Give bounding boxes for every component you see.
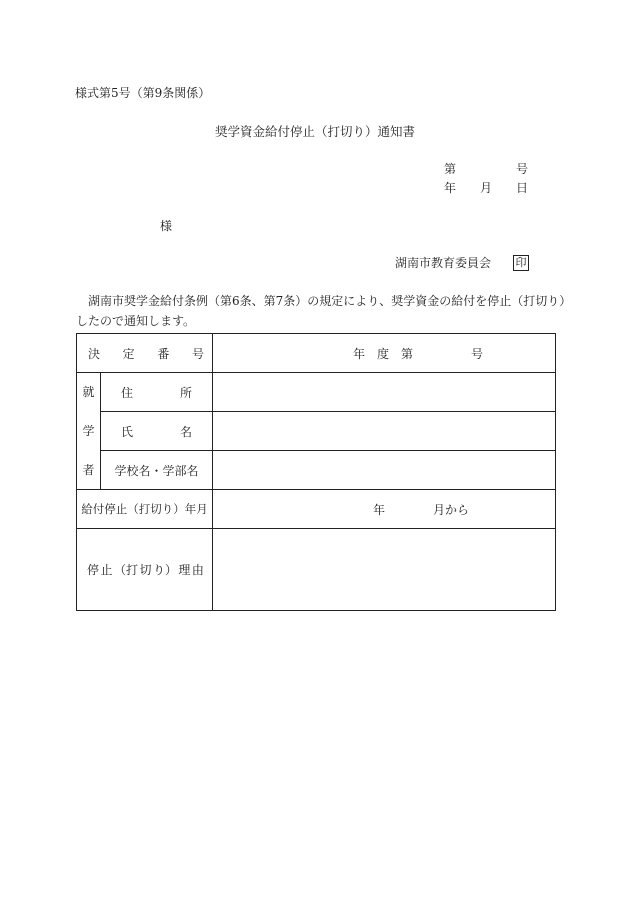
school-value[interactable] — [213, 451, 556, 490]
label-char: 止 — [100, 563, 113, 577]
label-char: 決 — [88, 346, 101, 361]
label-char: 停 — [87, 563, 100, 577]
value-part: 年 — [373, 502, 386, 517]
label-char: 所 — [179, 385, 192, 400]
label-text: 給付停止（打切り）年月 — [81, 502, 208, 516]
date-year: 年 — [444, 181, 457, 195]
value-part: 度 — [377, 346, 390, 361]
date-month: 月 — [479, 181, 492, 195]
name-value[interactable] — [213, 412, 556, 451]
name-label — [101, 412, 213, 451]
date-day: 日 — [515, 181, 528, 195]
body-line-2: したので通知します。 — [76, 314, 196, 328]
label-char: 切 — [139, 563, 152, 577]
school-label — [101, 451, 213, 490]
stop-date-row — [77, 490, 556, 529]
decision-number-row — [77, 334, 556, 373]
document-number — [444, 160, 528, 180]
label-char: 住 — [121, 385, 134, 400]
form-number: 様式第5号（第9条関係） — [75, 86, 211, 100]
name-row — [77, 412, 556, 451]
seal-mark: 印 — [513, 255, 529, 271]
doc-number-dai: 第 — [444, 162, 457, 176]
label-char: 号 — [191, 346, 204, 361]
stop-date-value[interactable] — [213, 490, 556, 529]
label-char: 者 — [82, 463, 95, 477]
address-row — [77, 373, 556, 412]
recipient-suffix: 様 — [160, 219, 173, 233]
reason-value[interactable] — [213, 529, 556, 611]
label-char: （打 — [113, 563, 138, 577]
address-label — [101, 373, 213, 412]
body-line-1: 湖南市奨学金給付条例（第6条、第7条）の規定により、奨学資金の給付を停止（打切り） — [88, 294, 572, 308]
value-part: 年 — [353, 346, 366, 361]
notice-table — [76, 333, 556, 611]
stop-date-label — [77, 490, 213, 529]
address-value[interactable] — [213, 373, 556, 412]
decision-number-label — [77, 334, 213, 373]
notice-body — [76, 291, 572, 331]
label-char: 氏 — [121, 424, 134, 439]
document-title: 奨学資金給付停止（打切り）通知書 — [214, 124, 415, 139]
issue-date — [444, 179, 528, 196]
label-char: 理 — [178, 563, 191, 577]
doc-number-go: 号 — [515, 162, 528, 176]
decision-number-value[interactable] — [213, 334, 556, 373]
reason-label — [77, 529, 213, 611]
issuer — [395, 254, 529, 271]
label-char: 由 — [191, 563, 204, 577]
student-group-label — [77, 373, 101, 490]
school-row — [77, 451, 556, 490]
label-char: 番 — [157, 346, 170, 361]
label-char: 定 — [122, 346, 135, 361]
label-char: 就 — [82, 385, 95, 399]
label-text: 学校名・学部名 — [114, 463, 199, 478]
label-char: り） — [152, 563, 177, 577]
label-char: 名 — [179, 424, 192, 439]
label-char: 学 — [82, 424, 95, 438]
value-part: 第 — [401, 346, 414, 361]
issuer-name: 湖南市教育委員会 — [395, 256, 492, 270]
value-part: 月から — [433, 502, 470, 517]
reason-row — [77, 529, 556, 611]
value-part: 号 — [471, 346, 484, 361]
